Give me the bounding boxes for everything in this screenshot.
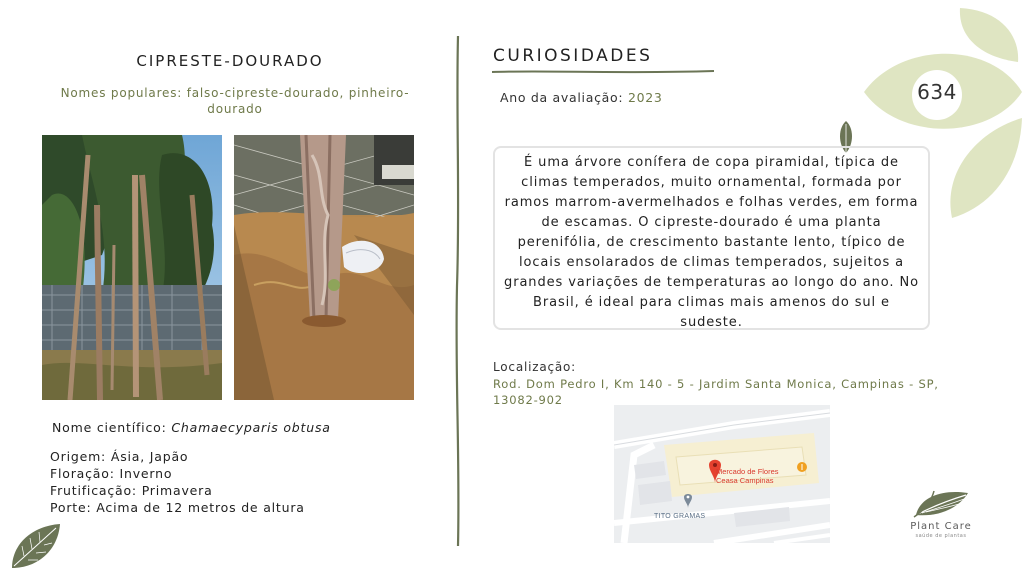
title-underline <box>492 68 714 76</box>
map-place-line: Ceasa Campinas <box>716 476 774 485</box>
badge-number: 634 <box>917 80 957 104</box>
fact-label: Frutificação: <box>50 483 142 498</box>
fact-value: Primavera <box>141 483 213 498</box>
logo-tagline: saúde de plantas <box>915 533 967 539</box>
evaluation-line <box>500 90 663 105</box>
fact-origin <box>50 448 305 465</box>
fact-fruiting <box>50 482 305 499</box>
scientific-name-line <box>52 420 331 435</box>
description-box: É uma árvore conífera de copa piramidal, típica de climas temperados, muito ornamental, formada por ramos marrom-avermelhados e folhas verdes, em forma de escamas. O cipreste-dourado é uma planta perenifólia, de crescimento bastante lento, típico de locais ensolarados de climas temperados, sujeitos a grandes variações de temperaturas ao longo do ano. No Brasil, é ideal para climas mais amenos do sul e sudeste. <box>493 146 930 330</box>
map-place-line: Mercado de Flores <box>716 467 779 476</box>
plant-photo-trunk <box>234 135 414 400</box>
map-place-label <box>716 467 779 485</box>
fact-flowering <box>50 465 305 482</box>
food-icon[interactable] <box>797 462 807 472</box>
evaluation-label: Ano da avaliação: <box>500 90 628 105</box>
location-label: Localização: <box>493 360 577 374</box>
leaf-icon <box>8 522 62 570</box>
map-poi-label: TITO GRAMAS <box>654 513 706 520</box>
plant-care-logo-icon <box>912 487 970 519</box>
logo-name: Plant Care <box>910 521 972 532</box>
fact-size <box>50 499 305 516</box>
fact-label: Porte: <box>50 500 97 515</box>
plant-photo-trees <box>42 135 222 400</box>
curiosities-title: CURIOSIDADES <box>493 46 653 66</box>
plant-facts <box>50 448 305 516</box>
column-divider <box>454 36 462 546</box>
location-address: Rod. Dom Pedro I, Km 140 - 5 - Jardim Santa Monica, Campinas - SP, 13082-902 <box>493 377 939 407</box>
plant-title: CIPRESTE-DOURADO <box>136 52 324 70</box>
scientific-name-label: Nome científico: <box>52 420 172 435</box>
fact-label: Floração: <box>50 466 120 481</box>
fact-value: Ásia, Japão <box>110 449 189 464</box>
popular-names: Nomes populares: falso-cipreste-dourado, pinheiro-dourado <box>60 86 410 116</box>
evaluation-year: 2023 <box>627 90 663 105</box>
fact-value: Acima de 12 metros de altura <box>96 500 305 515</box>
fact-label: Origem: <box>50 449 111 464</box>
scientific-name: Chamaecyparis obtusa <box>171 420 331 435</box>
fact-value: Inverno <box>119 466 173 481</box>
